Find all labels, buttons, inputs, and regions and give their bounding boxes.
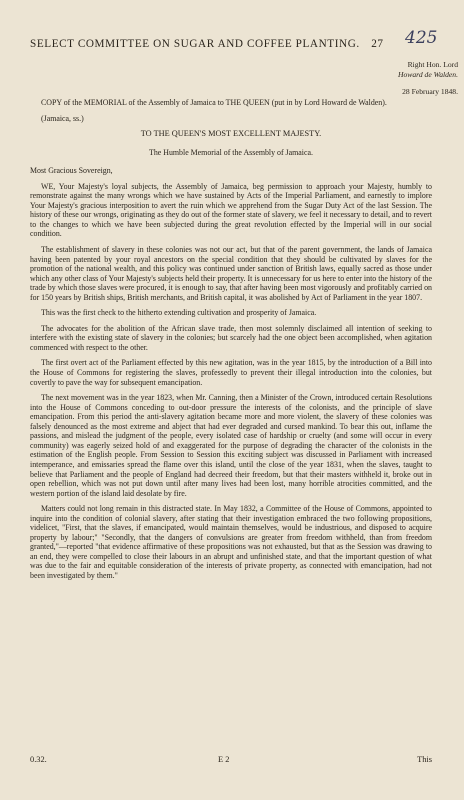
witness-name-line1: Right Hon. Lord <box>407 60 458 69</box>
salutation: Most Gracious Sovereign, <box>30 166 113 176</box>
signature-mark: E 2 <box>218 755 230 764</box>
running-title: SELECT COMMITTEE ON SUGAR AND COFFEE PLANTING. <box>30 38 360 50</box>
witness-name-line2: Howard de Walden. <box>398 69 458 79</box>
catchword: This <box>417 755 432 764</box>
page-number: 27 <box>371 38 384 50</box>
paragraph: The establishment of slavery in these colonies was not our act, but that of the parent government, the lands of Jamaica having been patented by your royal ancestors on the special condition that they should be cultivated by slaves for the promotion of the national wealth, and this policy was continued under sanction of British laws, equally sacred as those under which any other class of Your Majesty's subjects held their property. It is unnecessary for us here to enter into the history of the trade by which those slaves were procured, it is enough to say, that after having been most vigorously and profitably carried on for 150 years by British ships, British merchants, and British capital, it was abolished by Act of Parliament in the year 1807. <box>30 245 432 302</box>
paragraph: Matters could not long remain in this distracted state. In May 1832, a Committee of the House of Commons, appointed to inquire into the condition of colonial slavery, after stating that their investigation embraced the two following propositions, videlicet, "First, that the slaves, if emancipated, would maintain themselves, would be industrious, and disposed to acquire property by labour;" "Secondly, that the dangers of convulsions are greater from freedom withheld, than from freedom granted,"—reported "that evidence affirmative of these propositions was not exhausted, but that as the Session was drawing to an end, they were compelled to close their labours in an abrupt and unfinished state, and that the important question of what was due to the fair and equitable consideration of the interests of private property, as connected with emancipation, had not been investigated by them." <box>30 504 432 580</box>
jurisdiction-line: (Jamaica, ss.) <box>41 113 84 123</box>
address-line: TO THE QUEEN'S MOST EXCELLENT MAJESTY. <box>140 129 322 139</box>
paragraph: The advocates for the abolition of the African slave trade, then most solemnly disclaimed all intention of seeking to interfere with the existing state of slavery in the colonies; but scarcely had the one object been accomplished, when agitation commenced with respect to the other. <box>30 323 432 352</box>
paragraph: The next movement was in the year 1823, when Mr. Canning, then a Minister of the Crown, introduced certain Resolutions into the House of Commons conceding to out-door pressure the interests of the colonists, and the principle of slave emancipation. From this period the anti-slavery agitation became more and more violent, the slavery of these colonies was falsely denounced as the most extreme and abject that had ever degraded and cursed mankind. To bear this out, inflame the passions, and mislead the judgment of the people, every isolated case of hardship or cruelty (and some will occur in every community) was eagerly seized hold of and exaggerated for the purpose of degrading the character of the colonists in the estimation of the English people. From Session to Session this exciting subject was discussed in Parliament with increased intemperance, and emissaries spread the flame over this island, until the close of the year 1831, when the slaves, taught to believe that Parliament and the people of England had decreed their freedom, but that their masters withheld it, broke out in open rebellion, which was not put down until after many lives had been lost, many horrible atrocities committed, and the western portion of the island laid desolate by fire. <box>30 393 432 498</box>
footer-left: 0.32. <box>30 755 47 764</box>
page-header <box>30 38 430 50</box>
paragraph: This was the first check to the hitherto extending cultivation and prosperity of Jamaica. <box>41 308 317 318</box>
memorial-title: The Humble Memorial of the Assembly of Jamaica. <box>149 147 313 157</box>
paragraph: The first overt act of the Parliament effected by this new agitation, was in the year 1815, by the introduction of a Bill into the House of Commons for registering the slaves, professedly to prevent their illegal introduction into the colonies, but covertly to pave the way for subsequent emancipation. <box>30 358 432 387</box>
witness-date: 28 February 1848. <box>402 87 458 97</box>
document-body <box>30 98 432 587</box>
copy-heading: COPY of the MEMORIAL of the Assembly of Jamaica to THE QUEEN (put in by Lord Howard de Walden). <box>41 98 387 107</box>
margin-note <box>380 60 458 97</box>
paragraph: WE, Your Majesty's loyal subjects, the Assembly of Jamaica, beg permission to approach your Majesty, humbly to remonstrate against the many wrongs which we have sustained by Acts of the Imperial Parliament, and earnestly to implore Your Majesty's gracious interposition to avert the ruin which we apprehend from the Sugar Duty Act of the last Session. The history of these our wrongs, originating as they do out of the former state of slavery, we feel it necessary to detail, and to revert to the changes to which we have been subjected during the great revolution effected by the Imperial will in our social condition. <box>30 181 432 239</box>
handwritten-folio-number: 425 <box>405 28 438 48</box>
